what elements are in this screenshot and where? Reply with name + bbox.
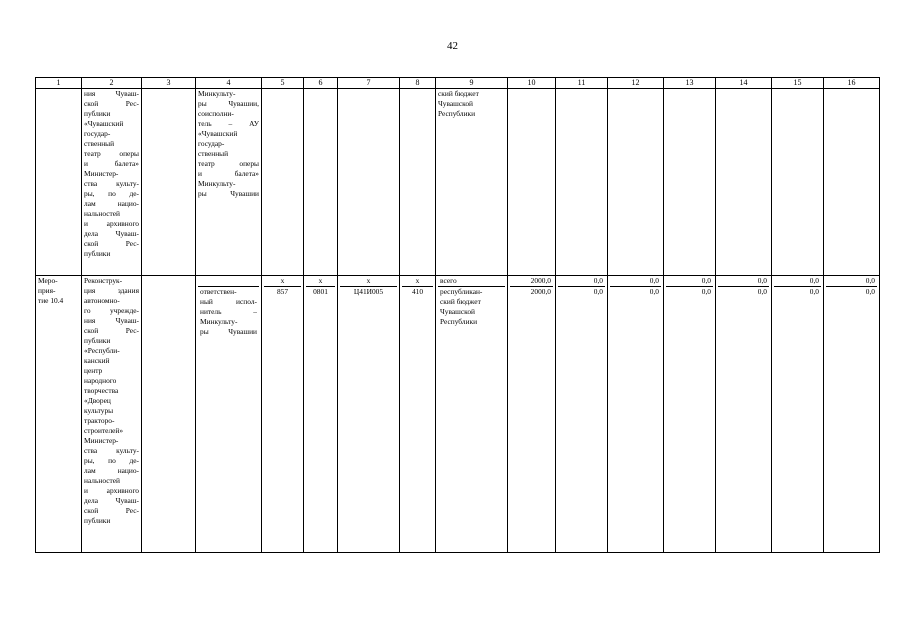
cell-text-line: Минкульту- (198, 89, 236, 98)
cell-text-line: театр оперы (198, 158, 259, 168)
cell-col6 (304, 89, 338, 276)
cell-text-line: публики (84, 515, 111, 525)
header-cell: 12 (608, 78, 664, 89)
cell-col8: x 410 (400, 276, 436, 553)
cell-text-line: публики (84, 248, 111, 258)
cell-text-line: лам нацио- (84, 465, 139, 475)
cell-text-line: театр оперы (84, 148, 139, 158)
cell-col1 (36, 276, 82, 553)
cell-col7: x Ц41И005 (338, 276, 400, 553)
cell-text-line: «Республи- (84, 345, 120, 355)
cell-text-line: государ- (84, 128, 111, 138)
cell-text-line: тие 10.4 (38, 295, 64, 305)
cell-text-line: автономно- (84, 295, 120, 305)
header-cell: 11 (556, 78, 608, 89)
cell-col3 (142, 276, 196, 553)
cell-text-line: строителей» (84, 425, 124, 435)
cell-text-line: культуры (84, 405, 114, 415)
header-cell: 1 (36, 78, 82, 89)
header-cell: 16 (824, 78, 880, 89)
cell-col16 (824, 89, 880, 276)
cell-text-line: ственный (198, 148, 229, 158)
cell-col1 (36, 89, 82, 276)
cell-text-line: и архивного (84, 485, 139, 495)
header-cell: 10 (508, 78, 556, 89)
table-row (36, 276, 880, 553)
cell-text-line: ской Рес- (84, 98, 139, 108)
cell-col15: 0,0 0,0 (772, 276, 824, 553)
cell-col14 (716, 89, 772, 276)
cell-text-line: ры Чувашии (200, 326, 257, 336)
cell-text-line: прия- (38, 285, 56, 295)
cell-text-line: публики (84, 108, 111, 118)
cell-col6: x 0801 (304, 276, 338, 553)
cell-text-line: Чувашской (440, 306, 476, 316)
cell-text-line: «Чувашский (198, 128, 238, 138)
cell-text-line: ства культу- (84, 445, 139, 455)
cell-text-line: ской Рес- (84, 505, 139, 515)
cell-col2 (82, 276, 142, 553)
cell-col4 (196, 276, 262, 553)
cell-text-line: тракторо- (84, 415, 115, 425)
cell-text-line: и балета» (84, 158, 139, 168)
cell-col11: 0,0 0,0 (556, 276, 608, 553)
cell-text-line: ский бюджет (438, 89, 479, 98)
cell-text-line: ния Чуваш- (84, 89, 139, 98)
cell-text-line: ный испол- (200, 296, 257, 306)
header-cell: 14 (716, 78, 772, 89)
header-cell: 3 (142, 78, 196, 89)
cell-text-line: ры Чувашии (198, 188, 259, 198)
cell-col12 (608, 89, 664, 276)
cell-text-line: лам нацио- (84, 198, 139, 208)
header-cell: 5 (262, 78, 304, 89)
budget-table (35, 77, 880, 553)
cell-col4 (196, 89, 262, 276)
cell-text-line: ской Рес- (84, 325, 139, 335)
cell-text-line: ния Чуваш- (84, 315, 139, 325)
cell-col13 (664, 89, 716, 276)
cell-text-line: центр (84, 365, 103, 375)
header-cell: 13 (664, 78, 716, 89)
cell-col9: всего республикан- ский бюджет Чувашской Республики (436, 276, 508, 553)
cell-text-line: «Дворец (84, 395, 111, 405)
cell-text-line: республикан- (440, 287, 483, 296)
cell-col10 (508, 89, 556, 276)
cell-col14: 0,0 0,0 (716, 276, 772, 553)
cell-text-line: Меро- (38, 276, 58, 285)
header-cell: 2 (82, 78, 142, 89)
cell-col5 (262, 89, 304, 276)
cell-col8 (400, 89, 436, 276)
header-cell: 9 (436, 78, 508, 89)
cell-text-line: и балета» (198, 168, 259, 178)
cell-text-line: Минкульту- (200, 316, 238, 326)
header-cell: 7 (338, 78, 400, 89)
cell-col13: 0,0 0,0 (664, 276, 716, 553)
header-cell: 15 (772, 78, 824, 89)
cell-text-line: народного (84, 375, 117, 385)
cell-text-line: ства культу- (84, 178, 139, 188)
cell-text-line: дела Чуваш- (84, 495, 139, 505)
cell-text-line: канский (84, 355, 110, 365)
header-row (36, 78, 880, 89)
cell-text-line: Реконструк- (84, 276, 123, 285)
cell-text-line: «Чувашский (84, 118, 124, 128)
cell-text-line: творчества (84, 385, 119, 395)
cell-text-line: Министер- (84, 168, 119, 178)
cell-col9 (436, 89, 508, 276)
table-row (36, 89, 880, 276)
header-cell: 4 (196, 78, 262, 89)
cell-col15 (772, 89, 824, 276)
cell-col12: 0,0 0,0 (608, 276, 664, 553)
cell-text-line: Республики (438, 108, 476, 118)
cell-text-line: ция здания (84, 285, 139, 295)
cell-text-line: ры, по де- (84, 455, 139, 465)
cell-text-line: Министер- (84, 435, 119, 445)
cell-text-line: Республики (440, 316, 478, 326)
cell-col10: 2000,0 2000,0 (508, 276, 556, 553)
cell-text-line: нальностей (84, 475, 120, 485)
cell-col5: x 857 (262, 276, 304, 553)
cell-text-line: нальностей (84, 208, 120, 218)
cell-text-line: Чувашской (438, 98, 474, 108)
cell-text-line: ответствен- (200, 287, 237, 296)
cell-text-line: ры Чувашии, (198, 98, 259, 108)
cell-col3 (142, 89, 196, 276)
cell-text-line: соисполни- (198, 108, 234, 118)
cell-text-line: ский бюджет (440, 296, 481, 306)
cell-col2 (82, 89, 142, 276)
cell-col7 (338, 89, 400, 276)
cell-text-line: нитель – (200, 306, 257, 316)
cell-text-line: ры, по де- (84, 188, 139, 198)
header-cell: 6 (304, 78, 338, 89)
cell-text-line: ской Рес- (84, 238, 139, 248)
cell-text-line: государ- (198, 138, 225, 148)
cell-col11 (556, 89, 608, 276)
cell-text-line: и архивного (84, 218, 139, 228)
cell-text-line: дела Чуваш- (84, 228, 139, 238)
cell-text-line: го учрежде- (84, 305, 139, 315)
cell-text-line: ственный (84, 138, 115, 148)
cell-text-line: публики (84, 335, 111, 345)
cell-text-line: Минкульту- (198, 178, 236, 188)
cell-text-line: тель – АУ (198, 118, 259, 128)
header-cell: 8 (400, 78, 436, 89)
page-number: 42 (447, 40, 458, 52)
cell-col16: 0,0 0,0 (824, 276, 880, 553)
